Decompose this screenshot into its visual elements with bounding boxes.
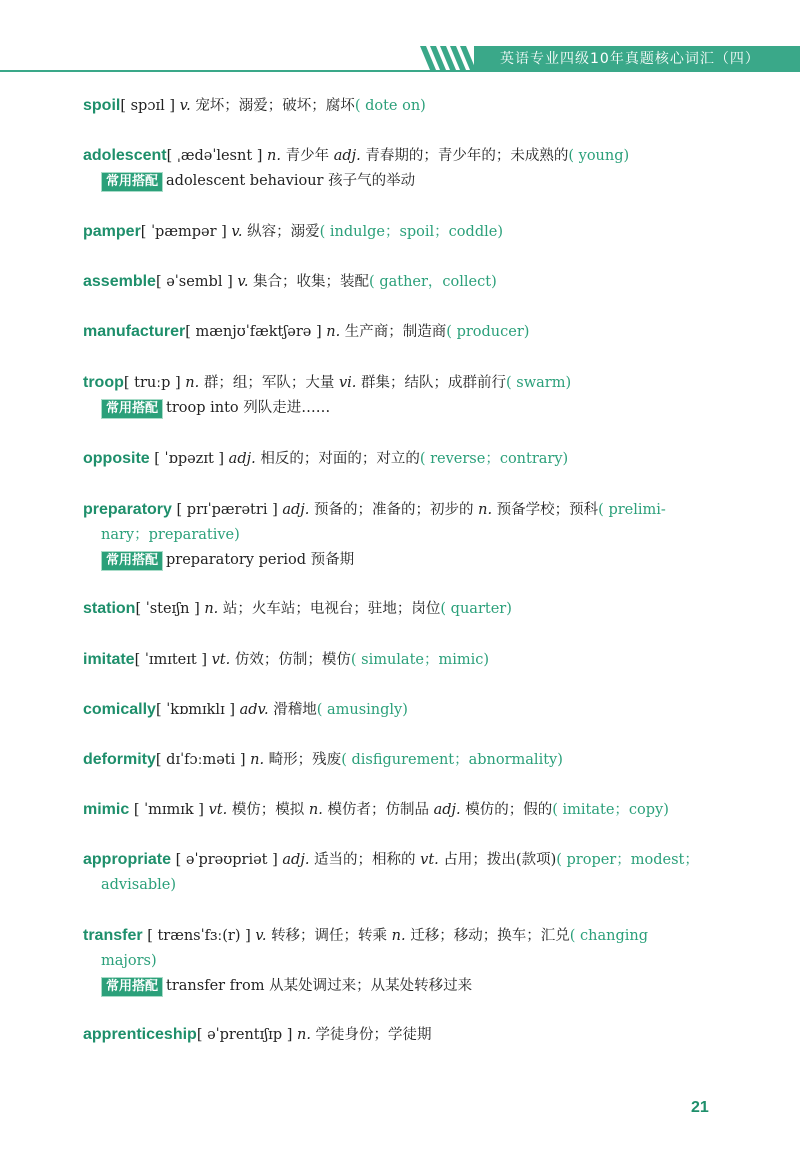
part-of-speech: adj. — [433, 802, 461, 818]
collocation — [83, 974, 723, 999]
synonyms: ( prelimi- — [598, 502, 666, 518]
definition: 群集；结队；成群前行 — [361, 375, 507, 391]
phonetic: [ ˈɒpəzɪt ] — [154, 451, 225, 467]
synonyms: ( amusingly) — [316, 702, 408, 718]
headword: comically — [83, 701, 156, 718]
phonetic: [ əˈsembl ] — [155, 274, 233, 290]
definition: 占用；拨出(款项) — [443, 852, 557, 868]
part-of-speech: n. — [204, 601, 219, 617]
phonetic: [ ˈmɪmɪk ] — [133, 802, 204, 818]
entry-pamper — [83, 219, 723, 245]
phonetic: [ əˈprentɪʃɪp ] — [196, 1027, 293, 1043]
part-of-speech: v. — [179, 98, 191, 114]
part-of-speech: v. — [231, 224, 243, 240]
entry-troop — [83, 370, 723, 421]
headword: appropriate — [83, 851, 172, 868]
entry-comically — [83, 697, 723, 723]
part-of-speech: n. — [308, 802, 323, 818]
page-number: 21 — [691, 1099, 709, 1116]
part-of-speech: v. — [237, 274, 249, 290]
part-of-speech: vt. — [211, 652, 231, 668]
part-of-speech: vi. — [338, 375, 357, 391]
part-of-speech: adj. — [228, 451, 256, 467]
definition: 青春期的；青少年的；未成熟的 — [365, 148, 569, 164]
headword: apprenticeship — [83, 1026, 197, 1043]
synonyms: ( swarm) — [506, 375, 572, 391]
header-title: 英语专业四级10年真题核心词汇（四） — [500, 51, 760, 67]
part-of-speech: adj. — [282, 502, 310, 518]
collocation-text: transfer from 从某处调过来；从某处转移过来 — [166, 978, 473, 994]
collocation-tag: 常用搭配 — [101, 977, 163, 997]
definition: 站；火车站；电视台；驻地；岗位 — [222, 601, 441, 617]
definition: 相反的；对面的；对立的 — [260, 451, 420, 467]
header-rule — [0, 70, 800, 72]
definition: 滑稽地 — [273, 702, 317, 718]
definition: 适当的；相称的 — [314, 852, 416, 868]
part-of-speech: n. — [296, 1027, 311, 1043]
synonyms: ( simulate；mimic) — [350, 652, 490, 668]
collocation — [83, 396, 723, 421]
part-of-speech: v. — [255, 928, 267, 944]
part-of-speech: adj. — [282, 852, 310, 868]
phonetic: [ mænjʊˈfæktʃərə ] — [185, 324, 322, 340]
headword: adolescent — [83, 147, 167, 164]
headword: assemble — [83, 273, 156, 290]
collocation — [83, 548, 723, 573]
entry-mimic — [83, 797, 723, 823]
entry-appropriate — [83, 847, 723, 898]
definition: 群；组；军队；大量 — [203, 375, 335, 391]
headword: station — [83, 600, 136, 617]
phonetic: [ ˈkɒmɪklɪ ] — [155, 702, 235, 718]
phonetic: [ ˌædəˈlesnt ] — [166, 148, 263, 164]
part-of-speech: n. — [478, 502, 493, 518]
entry-deformity — [83, 747, 723, 773]
phonetic: [ ˈɪmɪteɪt ] — [134, 652, 207, 668]
phonetic: [ prɪˈpærətri ] — [176, 502, 278, 518]
part-of-speech: n. — [326, 324, 341, 340]
headword: deformity — [83, 751, 156, 768]
entry-assemble — [83, 269, 723, 295]
collocation-tag: 常用搭配 — [101, 551, 163, 571]
synonyms: ( producer) — [446, 324, 530, 340]
headword: preparatory — [83, 501, 172, 518]
entry-transfer — [83, 923, 723, 999]
definition: 迁移；移动；换车；汇兑 — [410, 928, 570, 944]
definition: 纵容；溺爱 — [247, 224, 320, 240]
synonyms: ( young) — [568, 148, 630, 164]
synonyms-continued: nary；preparative) — [101, 527, 240, 543]
headword: transfer — [83, 927, 143, 944]
definition: 预备学校；预科 — [496, 502, 599, 518]
phonetic: [ spɔɪl ] — [120, 98, 175, 114]
definition: 转移；调任；转乘 — [271, 928, 388, 944]
synonyms: ( indulge；spoil；coddle) — [319, 224, 503, 240]
definition: 集合；收集；装配 — [253, 274, 370, 290]
synonyms: ( quarter) — [440, 601, 512, 617]
headword: pamper — [83, 223, 141, 240]
part-of-speech: adv. — [239, 702, 269, 718]
collocation-text: preparatory period 预备期 — [166, 552, 355, 568]
definition: 畸形；残废 — [268, 752, 342, 768]
definition: 学徒身份；学徒期 — [315, 1027, 432, 1043]
part-of-speech: vt. — [208, 802, 228, 818]
synonyms: ( disfigurement；abnormality) — [341, 752, 563, 768]
part-of-speech: n. — [250, 752, 265, 768]
part-of-speech: n. — [185, 375, 200, 391]
headword: opposite — [83, 450, 150, 467]
definition: 模仿；模拟 — [231, 802, 305, 818]
headword: manufacturer — [83, 323, 186, 340]
definition: 模仿的；假的 — [465, 802, 553, 818]
phonetic: [ ˈsteɪʃn ] — [135, 601, 200, 617]
synonyms-continued: advisable) — [101, 877, 176, 893]
phonetic: [ ˈpæmpər ] — [140, 224, 227, 240]
synonyms: ( proper；modest； — [556, 852, 699, 868]
entry-adolescent — [83, 143, 723, 194]
part-of-speech: n. — [267, 148, 281, 164]
synonyms: ( gather，collect) — [369, 274, 497, 290]
part-of-speech: n. — [391, 928, 406, 944]
entry-manufacturer — [83, 319, 723, 345]
page-header — [0, 40, 800, 74]
definition: 预备的；准备的；初步的 — [314, 502, 474, 518]
phonetic: [ trænsˈfɜː(r) ] — [147, 928, 251, 944]
headword: troop — [83, 374, 124, 391]
collocation-tag: 常用搭配 — [101, 172, 163, 192]
definition: 生产商；制造商 — [344, 324, 447, 340]
part-of-speech: vt. — [420, 852, 439, 868]
collocation-text: troop into 列队走进…… — [166, 400, 331, 416]
phonetic: [ əˈprəʊpriət ] — [175, 852, 278, 868]
entry-station — [83, 596, 723, 622]
definition: 宠坏；溺爱；破坏；腐坏 — [195, 98, 355, 114]
phonetic: [ truːp ] — [123, 375, 181, 391]
synonyms-continued: majors) — [101, 953, 157, 969]
definition: 青少年 — [285, 148, 330, 164]
synonyms: ( imitate；copy) — [552, 802, 669, 818]
collocation — [83, 169, 723, 194]
collocation-text: adolescent behaviour 孩子气的举动 — [166, 173, 416, 189]
definition: 仿效；仿制；模仿 — [234, 652, 351, 668]
entry-imitate — [83, 647, 723, 673]
synonyms: ( changing — [569, 928, 648, 944]
entry-preparatory — [83, 497, 723, 573]
part-of-speech: adj. — [333, 148, 361, 164]
synonyms: ( dote on) — [354, 98, 426, 114]
entry-spoil — [83, 93, 723, 119]
headword: spoil — [83, 97, 121, 114]
entry-opposite — [83, 446, 723, 472]
phonetic: [ dɪˈfɔːməti ] — [155, 752, 246, 768]
entry-apprenticeship — [83, 1022, 723, 1048]
headword: imitate — [83, 651, 135, 668]
definition: 模仿者；仿制品 — [327, 802, 429, 818]
synonyms: ( reverse；contrary) — [419, 451, 569, 467]
collocation-tag: 常用搭配 — [101, 399, 163, 419]
headword: mimic — [83, 801, 130, 818]
